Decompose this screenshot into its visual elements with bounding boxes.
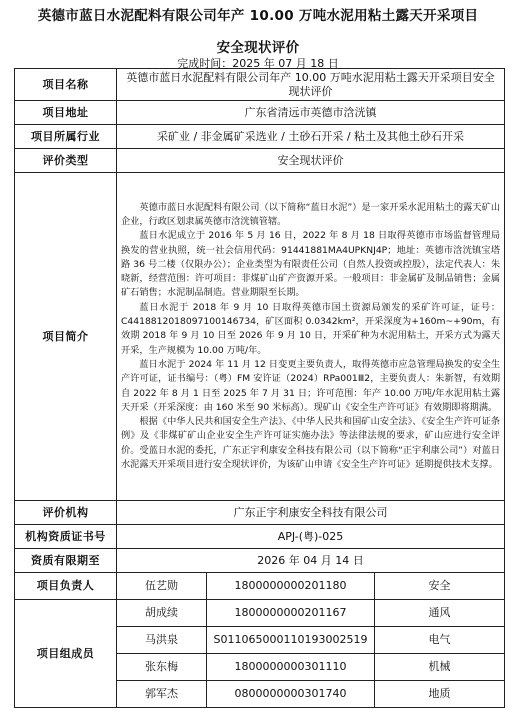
leader-name: 伍艺勋 <box>117 573 207 600</box>
row-project-name <box>15 69 505 101</box>
row-cert-no <box>15 525 505 549</box>
intro-content <box>117 173 505 501</box>
eval-org-value: 广东正宇利康安全科技有限公司 <box>117 501 505 525</box>
intro-paragraph: 蓝日水泥于 2024 年 11 月 12 日变更主要负责人，取得英德市应急管理局换发的安全生产许可证，证书编号：（粤）FM 安许证（2024）RPa001Ⅲ2，主要负责人：朱新智，有效期自 2022 年 8 月 1 日至 2025 年 7 月 31 日；许可范围：年产 10.00 万吨/年水泥用粘土露天开采（开采深度：由 160 米至 90 米标高）。现矿山《安全生产许可证》有效期即将期满。 <box>121 358 501 413</box>
row-project-location <box>15 101 505 125</box>
members-label: 项目组成员 <box>15 600 117 708</box>
completion-date: 完成时间：2025 年 07 月 18 日 <box>177 57 339 70</box>
cert-no-label: 机构资质证书号 <box>15 525 117 549</box>
member-cert-number: 0800000000301740 <box>207 681 375 708</box>
member-specialty: 通风 <box>375 600 505 627</box>
row-leader <box>15 573 505 600</box>
project-name-label: 项目名称 <box>15 69 117 101</box>
member-specialty: 机械 <box>375 654 505 681</box>
eval-type-value: 安全现状评价 <box>117 149 505 173</box>
intro-paragraph: 英德市蓝日水泥配料有限公司（以下简称“蓝日水泥”）是一家开采水泥用粘土的露天矿山企业，行政区划隶属英德市浛洸镇管辖。 <box>121 201 501 227</box>
member-row <box>15 600 505 627</box>
row-industry <box>15 125 505 149</box>
cert-valid-label: 资质有限期至 <box>15 549 117 573</box>
project-info-table <box>14 68 505 708</box>
member-specialty: 地质 <box>375 681 505 708</box>
member-name: 胡成续 <box>117 600 207 627</box>
member-name: 马洪泉 <box>117 627 207 654</box>
leader-cert-number: 1800000000201180 <box>207 573 375 600</box>
row-cert-valid <box>15 549 505 573</box>
leader-specialty: 安全 <box>375 573 505 600</box>
project-location-label: 项目地址 <box>15 101 117 125</box>
document-title-line2: 安全现状评价 <box>216 40 300 56</box>
industry-label: 项目所属行业 <box>15 125 117 149</box>
row-eval-org <box>15 501 505 525</box>
row-eval-type <box>15 149 505 173</box>
member-specialty: 电气 <box>375 627 505 654</box>
project-name-value: 英德市蓝日水泥配料有限公司年产 10.00 万吨水泥用粘土露天开采项目安全现状评价 <box>117 69 505 101</box>
member-name: 张东梅 <box>117 654 207 681</box>
member-name: 郭军杰 <box>117 681 207 708</box>
eval-type-label: 评价类型 <box>15 149 117 173</box>
leader-label: 项目负责人 <box>15 573 117 600</box>
intro-paragraph: 蓝日水泥于 2018 年 9 月 10 日取得英德市国土资源局颁发的采矿许可证，证号：C4418812018097100146734，矿区面积 0.0342km²，开采深度为+160m~+90m，有效期 2018 年 9 月 10 日至 2026 年 9 月 10 日，开采矿种为水泥用粘土，开采方式为露天开采，生产规模为 10.00 万吨/年。 <box>121 301 501 356</box>
row-intro <box>15 173 505 501</box>
eval-org-label: 评价机构 <box>15 501 117 525</box>
member-cert-number: 1800000000201167 <box>207 600 375 627</box>
cert-valid-value: 2026 年 04 月 14 日 <box>117 549 505 573</box>
member-cert-number: 1800000000301110 <box>207 654 375 681</box>
project-location-value: 广东省清远市英德市浛洸镇 <box>117 101 505 125</box>
intro-paragraph: 根据《中华人民共和国安全生产法》、《中华人民共和国矿山安全法》、《安全生产许可证条例》及《非煤矿矿山企业安全生产许可证实施办法》等法律法规的要求，矿山应进行安全评价。受蓝日水泥的委托，广东正宇利康安全科技有限公司（以下简称“正宇利康公司”）对蓝日水泥露天开采项目进行安全现状评价，为该矿山申请《安全生产许可证》延期提供技术支撑。 <box>121 416 501 471</box>
intro-paragraph: 蓝日水泥成立于 2016 年 5 月 16 日，2022 年 8 月 18 日取得英德市市场监督管理局换发的营业执照，统一社会信用代码：91441881MA4UPKNJ4P；地址：英德市浛洸镇宝塔路 36 号二楼（仅限办公）；企业类型为有限责任公司（自然人投资或控股），法定代表人：朱晓新，经营范围：许可项目：非煤矿山矿产资源开采。一般项目：非金属矿及制品销售；金属矿石销售；水泥制品制造。营业期限至长期。 <box>121 230 501 299</box>
intro-label: 项目简介 <box>15 173 117 501</box>
cert-no-value: APJ-(粤)-025 <box>117 525 505 549</box>
member-cert-number: S011065000110193002519 <box>207 627 375 654</box>
industry-value: 采矿业 / 非金属矿采选业 / 土砂石开采 / 粘土及其他土砂石开采 <box>117 125 505 149</box>
document-title-line1: 英德市蓝日水泥配料有限公司年产 10.00 万吨水泥用粘土露天开采项目 <box>37 8 479 24</box>
